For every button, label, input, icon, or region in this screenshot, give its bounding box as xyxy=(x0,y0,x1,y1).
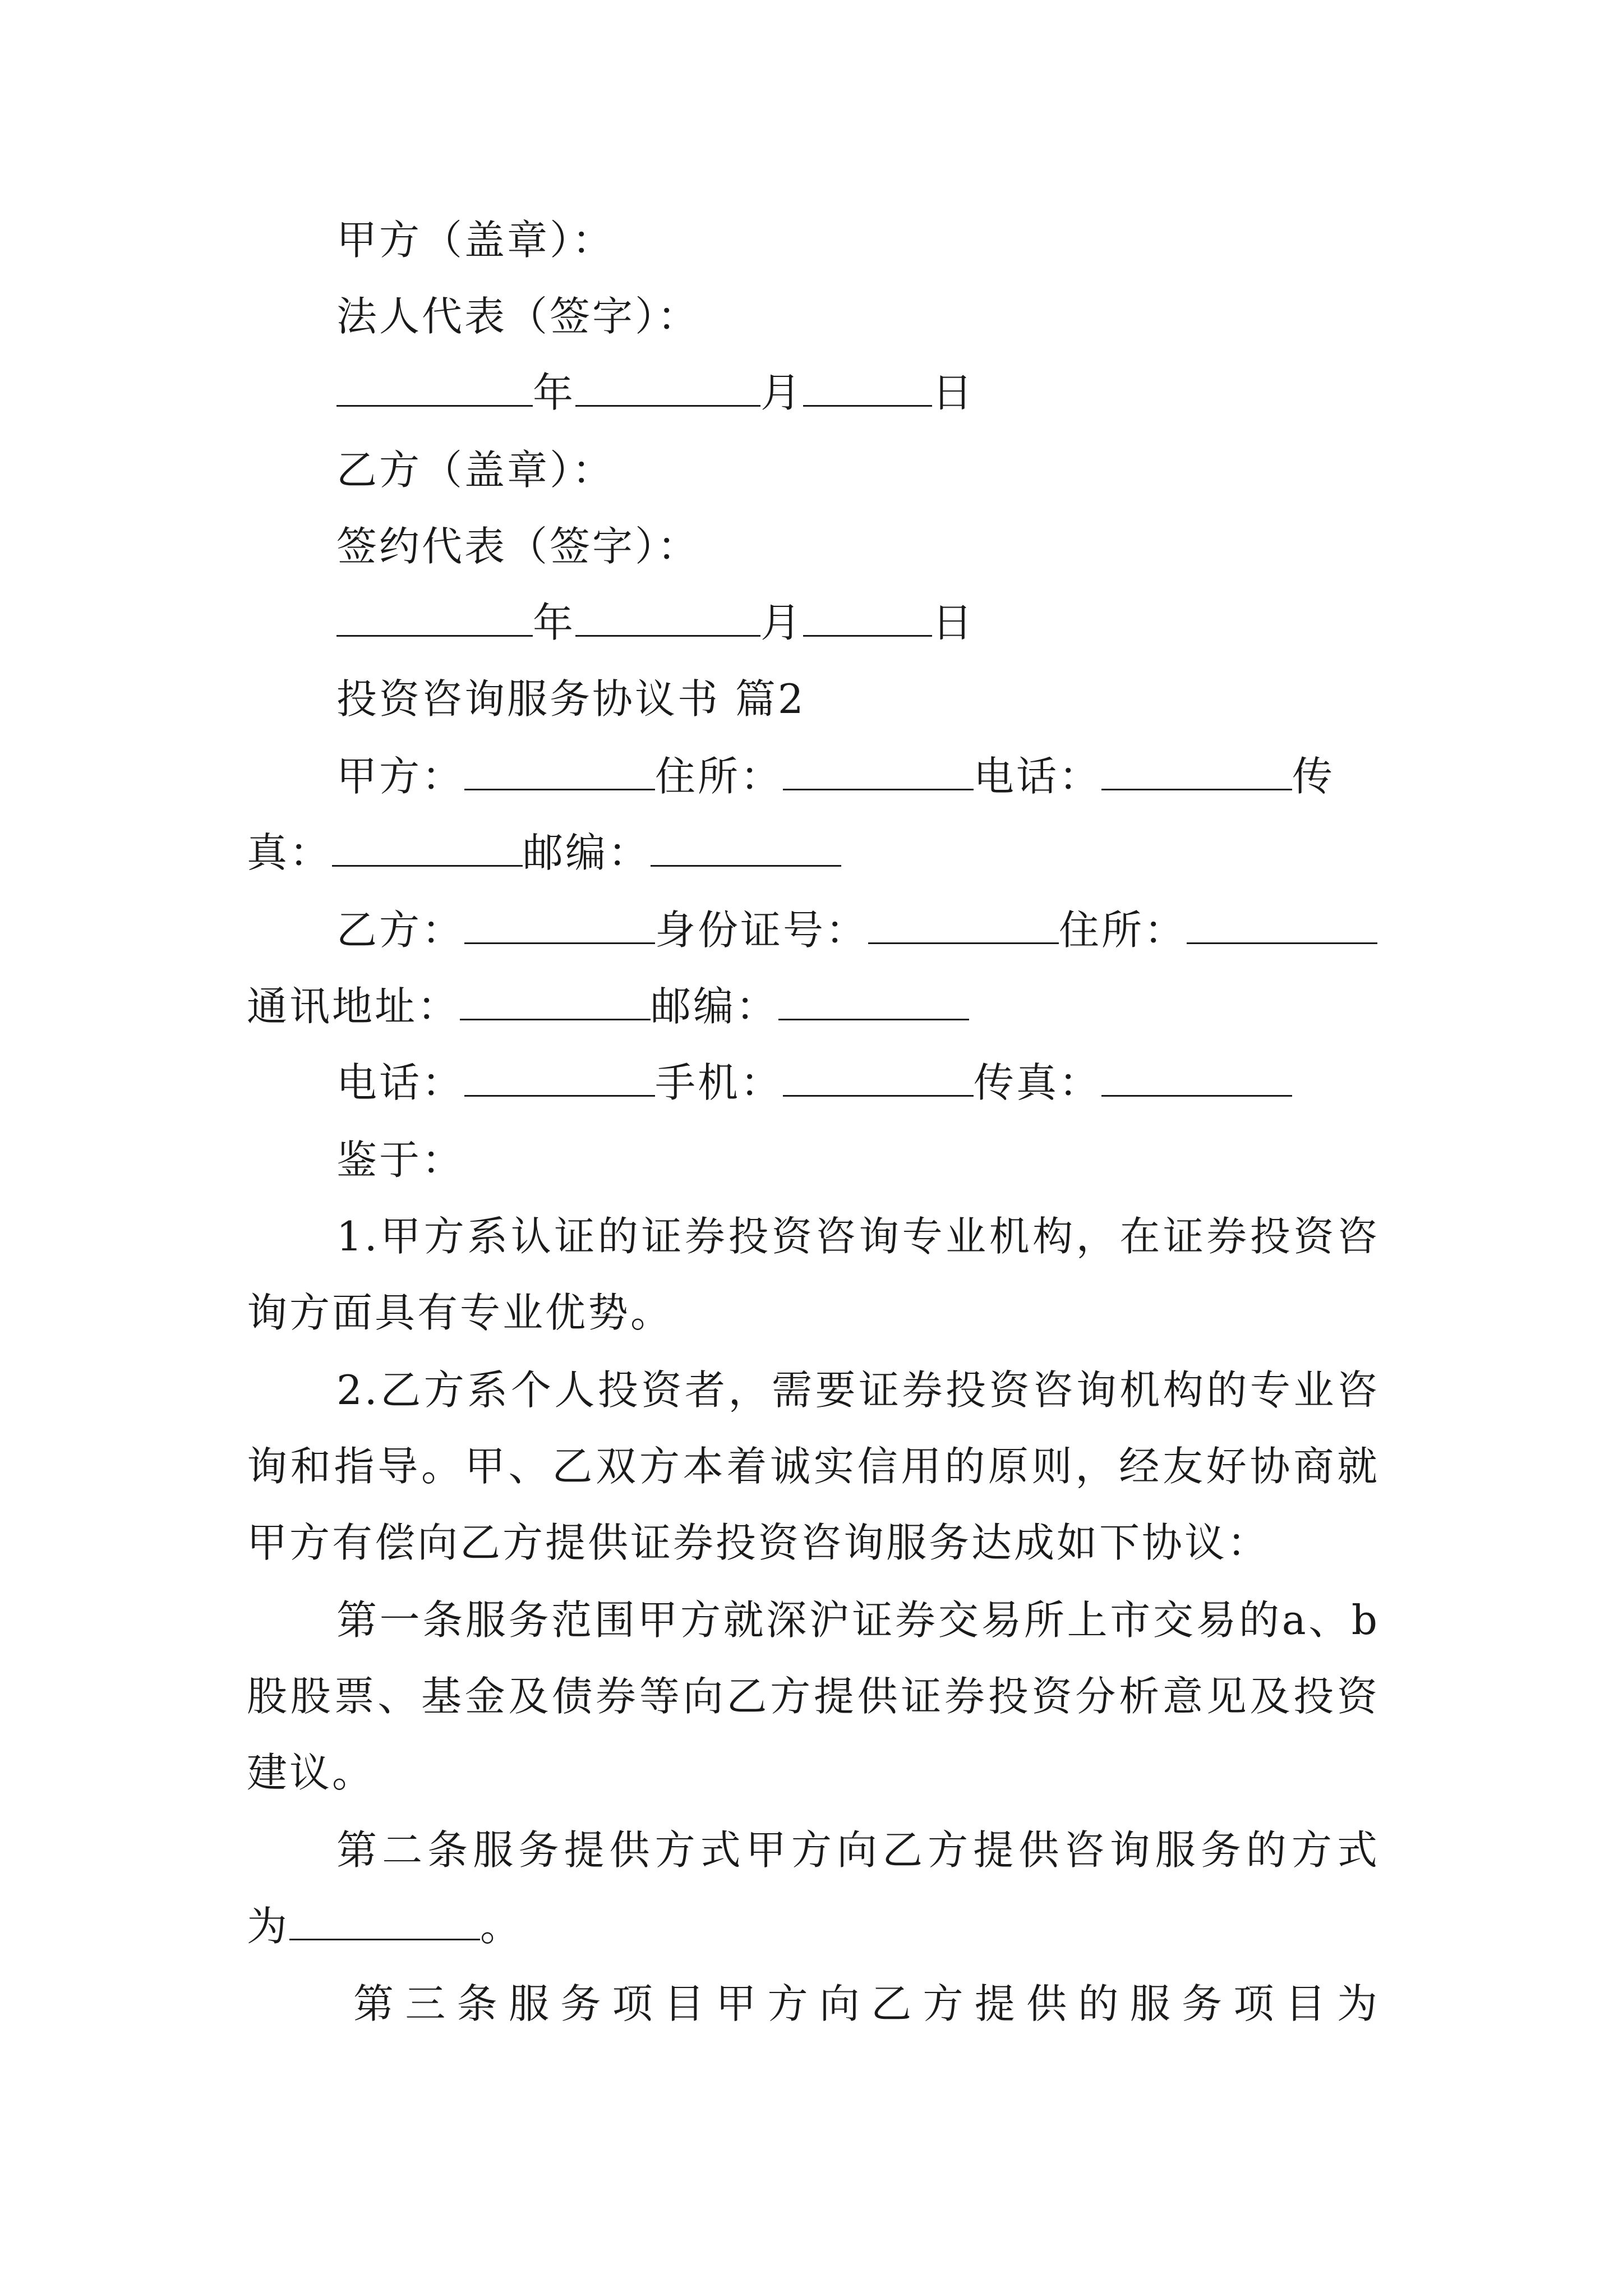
article-2-line-1: 第二条服务提供方式甲方向乙方提供咨询服务的方式 xyxy=(336,1826,1380,1874)
whereas-line xyxy=(336,1133,464,1187)
month-blank xyxy=(575,368,760,407)
party-b-mobile-label: 手机： xyxy=(655,1059,783,1106)
party-b-label: 乙方： xyxy=(336,907,465,954)
article-2-prefix: 为 xyxy=(247,1903,290,1950)
clause-1-line-1: 1.甲方系认证的证券投资咨询专业机构，在证券投资咨 xyxy=(336,1213,1380,1260)
whereas-label: 鉴于： xyxy=(336,1137,465,1184)
party-b-mail-blank xyxy=(460,982,651,1020)
party-b-mail-label: 通讯地址： xyxy=(247,983,460,1030)
party-a-name-blank xyxy=(464,752,655,790)
party-b-seal-line xyxy=(336,443,615,497)
party-a-address-label: 住所： xyxy=(655,753,783,800)
date-line-2 xyxy=(336,596,975,650)
section-title xyxy=(336,672,806,726)
clause-2-line-3: 甲方有偿向乙方提供证券投资咨询服务达成如下协议： xyxy=(247,1519,1270,1566)
party-b-info-line xyxy=(336,903,1377,957)
party-b-seal-label: 乙方（盖章）： xyxy=(336,447,615,494)
party-b-info-line-2 xyxy=(247,979,969,1033)
article-2-suffix: 。 xyxy=(480,1903,523,1950)
party-b-fax-blank xyxy=(1101,1058,1292,1097)
party-a-info-line xyxy=(336,749,1335,803)
party-a-fax-blank xyxy=(332,828,523,867)
party-a-phone-label: 电话： xyxy=(974,753,1102,800)
article-2-line-2 xyxy=(247,1899,523,1953)
year-blank xyxy=(336,598,533,637)
party-a-seal-label: 甲方（盖章）： xyxy=(336,217,615,264)
party-b-id-blank xyxy=(868,905,1059,944)
party-a-fax-part1: 传 xyxy=(1292,753,1335,800)
party-a-info-line-2 xyxy=(247,826,841,880)
party-b-id-label: 身份证号： xyxy=(655,907,869,954)
article-1-line-1: 第一条服务范围甲方就深沪证券交易所上市交易的a、b xyxy=(336,1596,1380,1644)
day-label: 日 xyxy=(932,369,975,416)
party-b-phone-label: 电话： xyxy=(336,1059,465,1106)
party-b-postcode-blank xyxy=(778,982,969,1020)
legal-rep-sign-label: 法人代表（签字）： xyxy=(336,293,700,340)
party-b-address-blank xyxy=(1187,905,1377,944)
clause-2-line-2: 询和指导。甲、乙双方本着诚实信用的原则，经友好协商就 xyxy=(247,1443,1380,1490)
party-a-postcode-blank xyxy=(651,828,841,867)
party-a-label: 甲方： xyxy=(336,753,465,800)
party-a-seal-line xyxy=(336,213,615,267)
month-label: 月 xyxy=(760,599,804,646)
party-b-phone-blank xyxy=(464,1058,655,1097)
clause-2-line-1: 2.乙方系个人投资者，需要证券投资咨询机构的专业咨 xyxy=(336,1366,1380,1414)
sign-rep-sign-line xyxy=(336,519,700,573)
article-1-line-3: 建议。 xyxy=(247,1749,375,1796)
article-3-line-1: 第三条服务项目甲方向乙方提供的服务项目为 xyxy=(353,1980,1380,2027)
party-b-postcode-label: 邮编： xyxy=(651,983,779,1030)
party-b-mobile-blank xyxy=(783,1058,974,1097)
year-blank xyxy=(336,368,533,407)
party-b-address-label: 住所： xyxy=(1059,907,1187,954)
party-a-phone-blank xyxy=(1101,752,1292,790)
article-1-line-2: 股股票、基金及债券等向乙方提供证券投资分析意见及投资 xyxy=(247,1673,1380,1720)
sign-rep-sign-label: 签约代表（签字）： xyxy=(336,523,700,570)
party-b-info-line-3 xyxy=(336,1056,1292,1110)
party-a-postcode-label: 邮编： xyxy=(523,829,651,876)
year-label: 年 xyxy=(533,599,576,646)
party-a-address-blank xyxy=(783,752,974,790)
clause-1-line-2: 询方面具有专业优势。 xyxy=(247,1289,674,1336)
day-blank xyxy=(803,368,932,407)
month-blank xyxy=(575,598,760,637)
date-line-1 xyxy=(336,366,975,420)
party-b-fax-label: 传真： xyxy=(974,1059,1102,1106)
party-b-name-blank xyxy=(464,905,655,944)
section-title-text: 投资咨询服务协议书 篇2 xyxy=(336,675,806,723)
day-label: 日 xyxy=(932,599,975,646)
article-2-method-blank xyxy=(289,1902,480,1940)
legal-rep-sign-line xyxy=(336,289,700,343)
party-a-fax-part2: 真： xyxy=(247,829,333,876)
month-label: 月 xyxy=(760,369,804,416)
day-blank xyxy=(803,598,932,637)
year-label: 年 xyxy=(533,369,576,416)
